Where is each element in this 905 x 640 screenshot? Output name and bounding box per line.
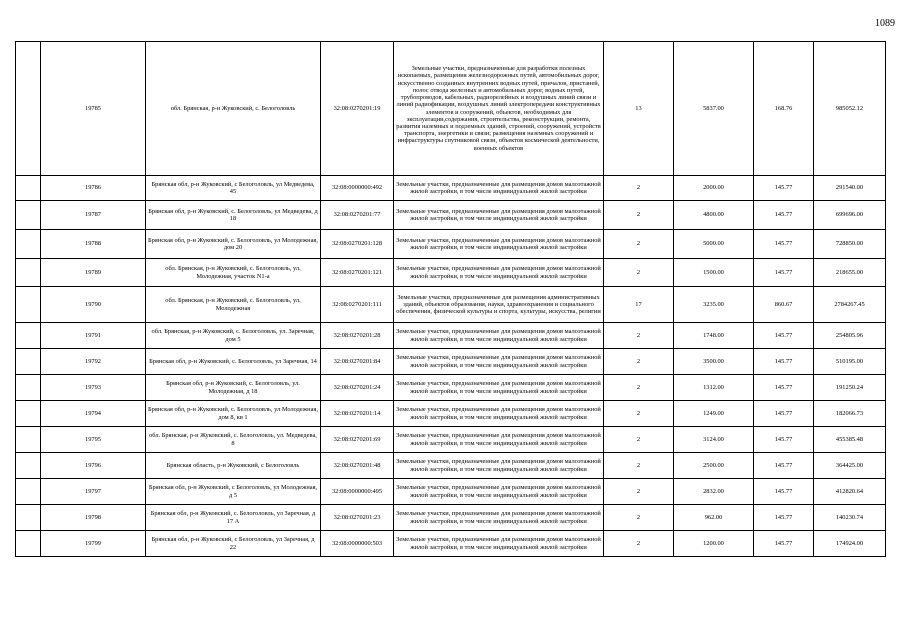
rate: 145.77	[754, 531, 814, 557]
address-cell: обл. Брянская, р-н Жуковский, с. Белоголовль, ул. Молодежная, участок N1-а	[146, 259, 321, 287]
spacer-cell	[16, 531, 41, 557]
cadastral-value: 699696.00	[814, 201, 886, 230]
rate: 860.67	[754, 287, 814, 323]
land-purpose: Земельные участки, предназначенные для размещения домов малоэтажной жилой застройки, в том числе индивидуальной жилой застройки	[394, 176, 604, 201]
spacer-cell	[16, 427, 41, 453]
cadastral-value: 412820.64	[814, 479, 886, 505]
cadastral-value: 218655.00	[814, 259, 886, 287]
rate: 145.77	[754, 176, 814, 201]
cadastral-number: 32:08:0270201:28	[321, 323, 394, 349]
cadastral-value: 2784267.45	[814, 287, 886, 323]
area: 3500.00	[674, 349, 754, 375]
spacer-cell	[16, 230, 41, 259]
cadastral-value: 191250.24	[814, 375, 886, 401]
table-row	[16, 230, 886, 259]
land-purpose: Земельные участки, предназначенные для размещения домов малоэтажной жилой застройки, в том числе индивидуальной жилой застройки	[394, 505, 604, 531]
cadastral-number: 32:08:0270201:24	[321, 375, 394, 401]
address-cell: обл. Брянская, р-н Жуковский, с. Белоголовль, ул. Молодежная	[146, 287, 321, 323]
land-purpose: Земельные участки, предназначенные для размещения домов малоэтажной жилой застройки, в том числе индивидуальной жилой застройки	[394, 323, 604, 349]
rate: 145.77	[754, 479, 814, 505]
cadastral-value: 182066.73	[814, 401, 886, 427]
table-row	[16, 479, 886, 505]
address-cell: Брянская обл, р-н Жуковский, с. Белоголовль, ул Медведева, д 18	[146, 201, 321, 230]
spacer-cell	[16, 401, 41, 427]
rate: 145.77	[754, 427, 814, 453]
address-cell: обл. Брянская, р-н Жуковский, с. Белоголовль, ул. Заречная, дом 5	[146, 323, 321, 349]
purpose-code: 2	[604, 505, 674, 531]
rate: 145.77	[754, 259, 814, 287]
spacer-cell	[16, 505, 41, 531]
cadastral-value: 455385.48	[814, 427, 886, 453]
cadastral-number: 32:08:0270201:121	[321, 259, 394, 287]
area: 1200.00	[674, 531, 754, 557]
spacer-cell	[16, 259, 41, 287]
row-id: 19796	[41, 453, 146, 479]
cadastral-registry-table	[15, 41, 886, 557]
cadastral-number: 32:08:0000000:492	[321, 176, 394, 201]
spacer-cell	[16, 479, 41, 505]
purpose-code: 2	[604, 427, 674, 453]
row-id: 19785	[41, 42, 146, 176]
cadastral-value: 254805.96	[814, 323, 886, 349]
address-cell: Брянская обл, р-н Жуковский, с Белоголовль, ул Молодежная, д 5	[146, 479, 321, 505]
area: 1312.00	[674, 375, 754, 401]
area: 3124.00	[674, 427, 754, 453]
area: 1500.00	[674, 259, 754, 287]
row-id: 19786	[41, 176, 146, 201]
address-cell: Брянская обл, р-н Жуковский, с Белоголовль, ул Медведева, 45	[146, 176, 321, 201]
purpose-code: 13	[604, 42, 674, 176]
address-cell: Брянская область, р-н Жуковский, с Белоголовль	[146, 453, 321, 479]
land-purpose: Земельные участки, предназначенные для размещения административных зданий, объектов образования, науки, здравоохранения и социального обеспечения, физической культуры и спорта, культуры, искусства, религии	[394, 287, 604, 323]
cadastral-number: 32:08:0000000:495	[321, 479, 394, 505]
table-row	[16, 42, 886, 176]
row-id: 19789	[41, 259, 146, 287]
row-id: 19794	[41, 401, 146, 427]
row-id: 19798	[41, 505, 146, 531]
area: 1249.00	[674, 401, 754, 427]
row-id: 19791	[41, 323, 146, 349]
table-row	[16, 349, 886, 375]
rate: 145.77	[754, 453, 814, 479]
spacer-cell	[16, 375, 41, 401]
cadastral-value: 291540.00	[814, 176, 886, 201]
cadastral-value: 510195.00	[814, 349, 886, 375]
rate: 168.76	[754, 42, 814, 176]
address-cell: Брянская обл, р-н Жуковский, с. Белоголовль, ул Заречная, д 17 А	[146, 505, 321, 531]
cadastral-number: 32:08:0270201:19	[321, 42, 394, 176]
cadastral-number: 32:08:0270201:84	[321, 349, 394, 375]
land-purpose: Земельные участки, предназначенные для размещения домов малоэтажной жилой застройки, в том числе индивидуальной жилой застройки	[394, 479, 604, 505]
row-id: 19790	[41, 287, 146, 323]
land-purpose: Земельные участки, предназначенные для размещения домов малоэтажной жилой застройки, в том числе индивидуальной жилой застройки	[394, 230, 604, 259]
area: 962.00	[674, 505, 754, 531]
spacer-cell	[16, 176, 41, 201]
cadastral-number: 32:08:0000000:503	[321, 531, 394, 557]
address-cell: Брянская обл, р-н Жуковский, с. Белоголовль, ул Молодежная, дом 8, кв 1	[146, 401, 321, 427]
table-row	[16, 287, 886, 323]
rate: 145.77	[754, 323, 814, 349]
cadastral-value: 728850.00	[814, 230, 886, 259]
spacer-cell	[16, 201, 41, 230]
purpose-code: 2	[604, 323, 674, 349]
rate: 145.77	[754, 375, 814, 401]
land-purpose: Земельные участки, предназначенные для размещения домов малоэтажной жилой застройки, в том числе индивидуальной жилой застройки	[394, 259, 604, 287]
spacer-cell	[16, 323, 41, 349]
land-purpose: Земельные участки, предназначенные для размещения домов малоэтажной жилой застройки, в том числе индивидуальной жилой застройки	[394, 427, 604, 453]
purpose-code: 2	[604, 201, 674, 230]
area: 1748.00	[674, 323, 754, 349]
row-id: 19787	[41, 201, 146, 230]
address-cell: Брянская обл, р-н Жуковский, с. Белоголовль, ул. Молодежная, д 18	[146, 375, 321, 401]
land-purpose: Земельные участки, предназначенные для размещения домов малоэтажной жилой застройки, в том числе индивидуальной жилой застройки	[394, 453, 604, 479]
cadastral-number: 32:08:0270201:128	[321, 230, 394, 259]
table-row	[16, 176, 886, 201]
cadastral-number: 32:08:0270201:69	[321, 427, 394, 453]
row-id: 19795	[41, 427, 146, 453]
spacer-cell	[16, 42, 41, 176]
area: 4800.00	[674, 201, 754, 230]
land-purpose: Земельные участки, предназначенные для размещения домов малоэтажной жилой застройки, в том числе индивидуальной жилой застройки	[394, 401, 604, 427]
page-number: 1089	[875, 18, 895, 29]
cadastral-value: 985052.12	[814, 42, 886, 176]
spacer-cell	[16, 349, 41, 375]
purpose-code: 2	[604, 453, 674, 479]
purpose-code: 2	[604, 176, 674, 201]
address-cell: обл. Брянская, р-н Жуковский, с. Белоголовль, ул. Медведева, 8	[146, 427, 321, 453]
table-row	[16, 375, 886, 401]
row-id: 19788	[41, 230, 146, 259]
cadastral-number: 32:08:0270201:23	[321, 505, 394, 531]
address-cell: обл. Брянская, р-н Жуковский, с. Белоголовль	[146, 42, 321, 176]
table-row	[16, 531, 886, 557]
land-purpose: Земельные участки, предназначенные для размещения домов малоэтажной жилой застройки, в том числе индивидуальной жилой застройки	[394, 201, 604, 230]
land-purpose: Земельные участки, предназначенные для размещения домов малоэтажной жилой застройки, в том числе индивидуальной жилой застройки	[394, 349, 604, 375]
area: 2000.00	[674, 176, 754, 201]
cadastral-number: 32:08:0270201:77	[321, 201, 394, 230]
land-purpose: Земельные участки, предназначенные для разработки полезных ископаемых, размещения железнодорожных путей, автомобильных дорог, искусственно созданных внутренних водных путей, причалов, пристаней, полос отвода железных и автомобильных дорог, водных путей, трубопроводов, кабельных, радиорелейных и воздушных линий связи и линий радиофикации, воздушных линий электропередачи конструктивных элементов и сооружений, объектов, необходимых для эксплуатации,содержания, строительства, реконструкции, ремонта, развития наземных и подземных зданий, строений, сооружений, устройств транспорта, энергетики и связи; размещения наземных сооружений и инфраструктуры спутниковой связи, объектов космической деятельности, военных объектов	[394, 42, 604, 176]
row-id: 19797	[41, 479, 146, 505]
area: 5000.00	[674, 230, 754, 259]
cadastral-number: 32:08:0270201:14	[321, 401, 394, 427]
rate: 145.77	[754, 505, 814, 531]
area: 3235.00	[674, 287, 754, 323]
rate: 145.77	[754, 201, 814, 230]
table-row	[16, 259, 886, 287]
table-row	[16, 453, 886, 479]
table-row	[16, 401, 886, 427]
land-purpose: Земельные участки, предназначенные для размещения домов малоэтажной жилой застройки, в том числе индивидуальной жилой застройки	[394, 531, 604, 557]
address-cell: Брянская обл, р-н Жуковский, с. Белоголовль, ул Молодежная, дом 20	[146, 230, 321, 259]
row-id: 19792	[41, 349, 146, 375]
table-row	[16, 323, 886, 349]
cadastral-value: 364425.00	[814, 453, 886, 479]
rate: 145.77	[754, 230, 814, 259]
cadastral-number: 32:08:0270201:111	[321, 287, 394, 323]
cadastral-value: 140230.74	[814, 505, 886, 531]
land-purpose: Земельные участки, предназначенные для размещения домов малоэтажной жилой застройки, в том числе индивидуальной жилой застройки	[394, 375, 604, 401]
spacer-cell	[16, 453, 41, 479]
area: 2500.00	[674, 453, 754, 479]
purpose-code: 2	[604, 531, 674, 557]
table-row	[16, 505, 886, 531]
address-cell: Брянская обл, р-н Жуковский, с. Белоголовль, ул Заречная, 14	[146, 349, 321, 375]
purpose-code: 2	[604, 230, 674, 259]
address-cell: Брянская обл, р-н Жуковский, с Белоголовль, ул Заречная, д 22	[146, 531, 321, 557]
purpose-code: 17	[604, 287, 674, 323]
purpose-code: 2	[604, 375, 674, 401]
cadastral-value: 174924.00	[814, 531, 886, 557]
table-row	[16, 427, 886, 453]
area: 2832.00	[674, 479, 754, 505]
rate: 145.77	[754, 349, 814, 375]
purpose-code: 2	[604, 479, 674, 505]
rate: 145.77	[754, 401, 814, 427]
area: 5837.00	[674, 42, 754, 176]
spacer-cell	[16, 287, 41, 323]
purpose-code: 2	[604, 259, 674, 287]
purpose-code: 2	[604, 349, 674, 375]
cadastral-number: 32:08:0270201:48	[321, 453, 394, 479]
row-id: 19793	[41, 375, 146, 401]
purpose-code: 2	[604, 401, 674, 427]
table-row	[16, 201, 886, 230]
row-id: 19799	[41, 531, 146, 557]
